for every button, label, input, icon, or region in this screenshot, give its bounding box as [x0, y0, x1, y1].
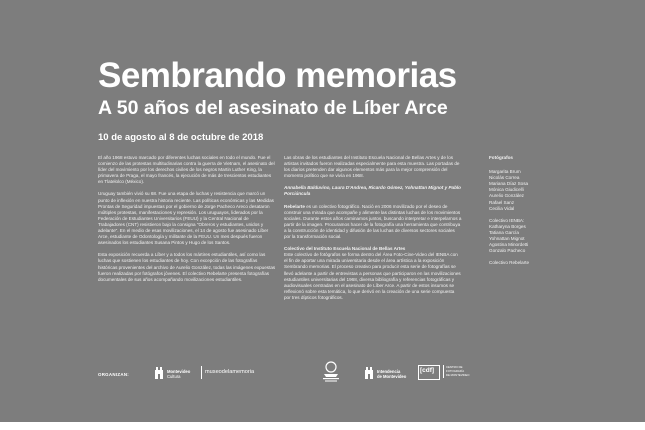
photographer-name: Colectivo IENBA: [489, 217, 525, 223]
logo-divider [201, 366, 202, 379]
photographer-name: Yohnattan Mignot [489, 236, 525, 242]
photographer-name: Tatiana García [489, 229, 519, 235]
paragraph: El año 1968 estuvo marcado por diferentes luchas sociales en todo el mundo. Fue el comienzo de las protestas multitudinarias contra la guerra de Vietnam, el asesinato del líder del movimiento por los derechos civiles de los negros Martin Luther King, la primavera de Praga, el mayo francés, la ejecución de más de trescientos estudiantes en Tlatelolco (México). [98, 155, 275, 185]
photographer-name: Cecilia Vidal [489, 205, 515, 211]
museo-memoria-logo: museodelamemoria [205, 369, 255, 375]
poster-title: Sembrando memorias [98, 56, 457, 95]
photographers-group-2 [489, 218, 569, 255]
organizers-logo-strip [98, 360, 548, 384]
montevideo-text: Montevideo [167, 369, 191, 374]
paragraph-rebelarte [284, 204, 462, 241]
photographer-name: Aurelio González [489, 193, 524, 199]
photographer-name: Margarita Brum [489, 169, 521, 175]
university-logo [320, 360, 342, 384]
logo-divider [443, 365, 444, 378]
poster-subtitle: A 50 años del asesinato de Líber Arce [98, 97, 448, 119]
intendencia-logo [364, 364, 414, 382]
university-emblem-icon [320, 360, 342, 384]
photographer-name: Mónica Giudicelli [489, 187, 524, 193]
photographers-column [489, 155, 569, 272]
rebelarte-name: Rebelarte [284, 203, 305, 209]
photographer-name: Gonzalo Pacheco [489, 248, 526, 254]
paragraph: Las obras de los estudiantes del Instituto Escuela Nacional de Bellas Artes y de los artistas invitados fueron realizadas especialmente para esta muestra. Las portadas de los diarios pretenden dar algunos elementos más para la mejor comprensión del momento político que se vivía en 1968. [284, 155, 460, 179]
organizers-label: ORGANIZAN: [98, 372, 130, 377]
montevideo-cultura-logo [154, 364, 204, 382]
photographer-name: Colectivo Rebelarte [489, 260, 530, 266]
cultura-text: Cultura [167, 374, 181, 379]
photographer-name: Mariana Díaz Sosa [489, 181, 529, 187]
paragraph: Esta exposición recuerda a Líber y a todos los mártires estudiantiles, así como las luchas que sostienen los estudiantes de hoy. Con excepción de las fotografías históricas provenientes del archivo de Aurelio González, todas las imágenes expuestas fueron realizadas por fotógrafos jóvenes. El colectivo Rebelarte presenta fotografías documentales de sus años acompañando movilizaciones estudiantiles. [98, 252, 276, 282]
cdf-text-2: FOTOGRAFÍA [446, 369, 465, 373]
cdf-logo [418, 364, 488, 382]
authors-list: Annabella Balduvino, Laura D'Andrea, Ricardo Gómez, Yohnattan Mignot y Pablo Porciúncula [284, 185, 461, 197]
rebelarte-text: es un colectivo fotográfico. Nació en 2006 movilizado por el deseo de construir una mirada que acompañe y alimente las distintas luchas de los movimientos sociales. Durante estos años caminamos juntos, buscando interpretar e interpelarnos a partir de la imagen. Procuramos hacer de la fotografía una herramienta que contribuya a la construcción de identidad y difusión de las luchas de diversos sectores sociales por la transformación social. [284, 203, 462, 240]
photographers-group-3 [489, 260, 569, 266]
text-column-2 [284, 155, 462, 307]
intendencia-crest-icon [364, 366, 374, 380]
photographer-name: Rafael Sanz [489, 199, 515, 205]
intendencia-text: Intendencia [377, 369, 401, 374]
text-column-1 [98, 155, 276, 289]
photographer-name: Agostina Minordetti [489, 242, 529, 248]
cdf-mark: [cdf] [420, 367, 435, 374]
paragraph: Este colectivo de fotógrafos se forma dentro del Área Foto-Cine-Video del IENBA con el fin de aportar una mirada universitaria desde el área artística a la exposición Sembrando memorias. El proceso creativo para producir esta serie de fotografías se llevó adelante a partir de entrevistas a personas que participaron en las movilizaciones estudiantiles universitarias del 1968, diversa bibliografía y referencias fotográficas y audiovisuales centradas en el asesinato de Líber Arce. A partir de estos insumos se reflexionó sobre esta temática, lo que derivó en la creación de una serie compuesta por tres dípticos fotográficos. [284, 252, 461, 300]
cdf-text-3: DE MONTEVIDEO [446, 373, 470, 377]
photographer-name: Nicolás Correa [489, 175, 520, 181]
paragraph: Uruguay también vivió su 68. Fue una etapa de luchas y resistencia que marcó un punto de inflexión en nuestra historia reciente. Las políticas económicas y las Medidas Prontas de Seguridad impuestas por el gobierno de Jorge Pacheco Areco desataron múltiples protestas, manifestaciones y represión. Los uruguayos, liderados por la Federación de Estudiantes Universitarios (FEUU) y la Central Nacional de Trabajadores (CNT) resistieron bajo la consigna "Obreros y estudiantes, unidos y adelante". En el medio de esas movilizaciones, el 14 de agosto fue asesinado Líber Arce, estudiante de Odontología y militante de la FEUU. Un mes después fueron asesinados los estudiantes Susana Pintos y Hugo de los Santos. [98, 191, 274, 246]
photographer-name: Katharyna Borges [489, 223, 526, 229]
photographers-group-1 [489, 169, 569, 212]
colectivo-heading: Colectivo del Instituto Escuela Nacional de Bellas Artes [284, 246, 406, 252]
de-montevideo-text: de Montevideo [377, 374, 407, 379]
montevideo-crest-icon [154, 366, 164, 380]
cdf-text-1: CENTRO DE [446, 365, 463, 369]
exhibition-dates: 10 de agosto al 8 de octubre de 2018 [98, 132, 264, 143]
photographers-heading: Fotógrafos [489, 155, 513, 160]
